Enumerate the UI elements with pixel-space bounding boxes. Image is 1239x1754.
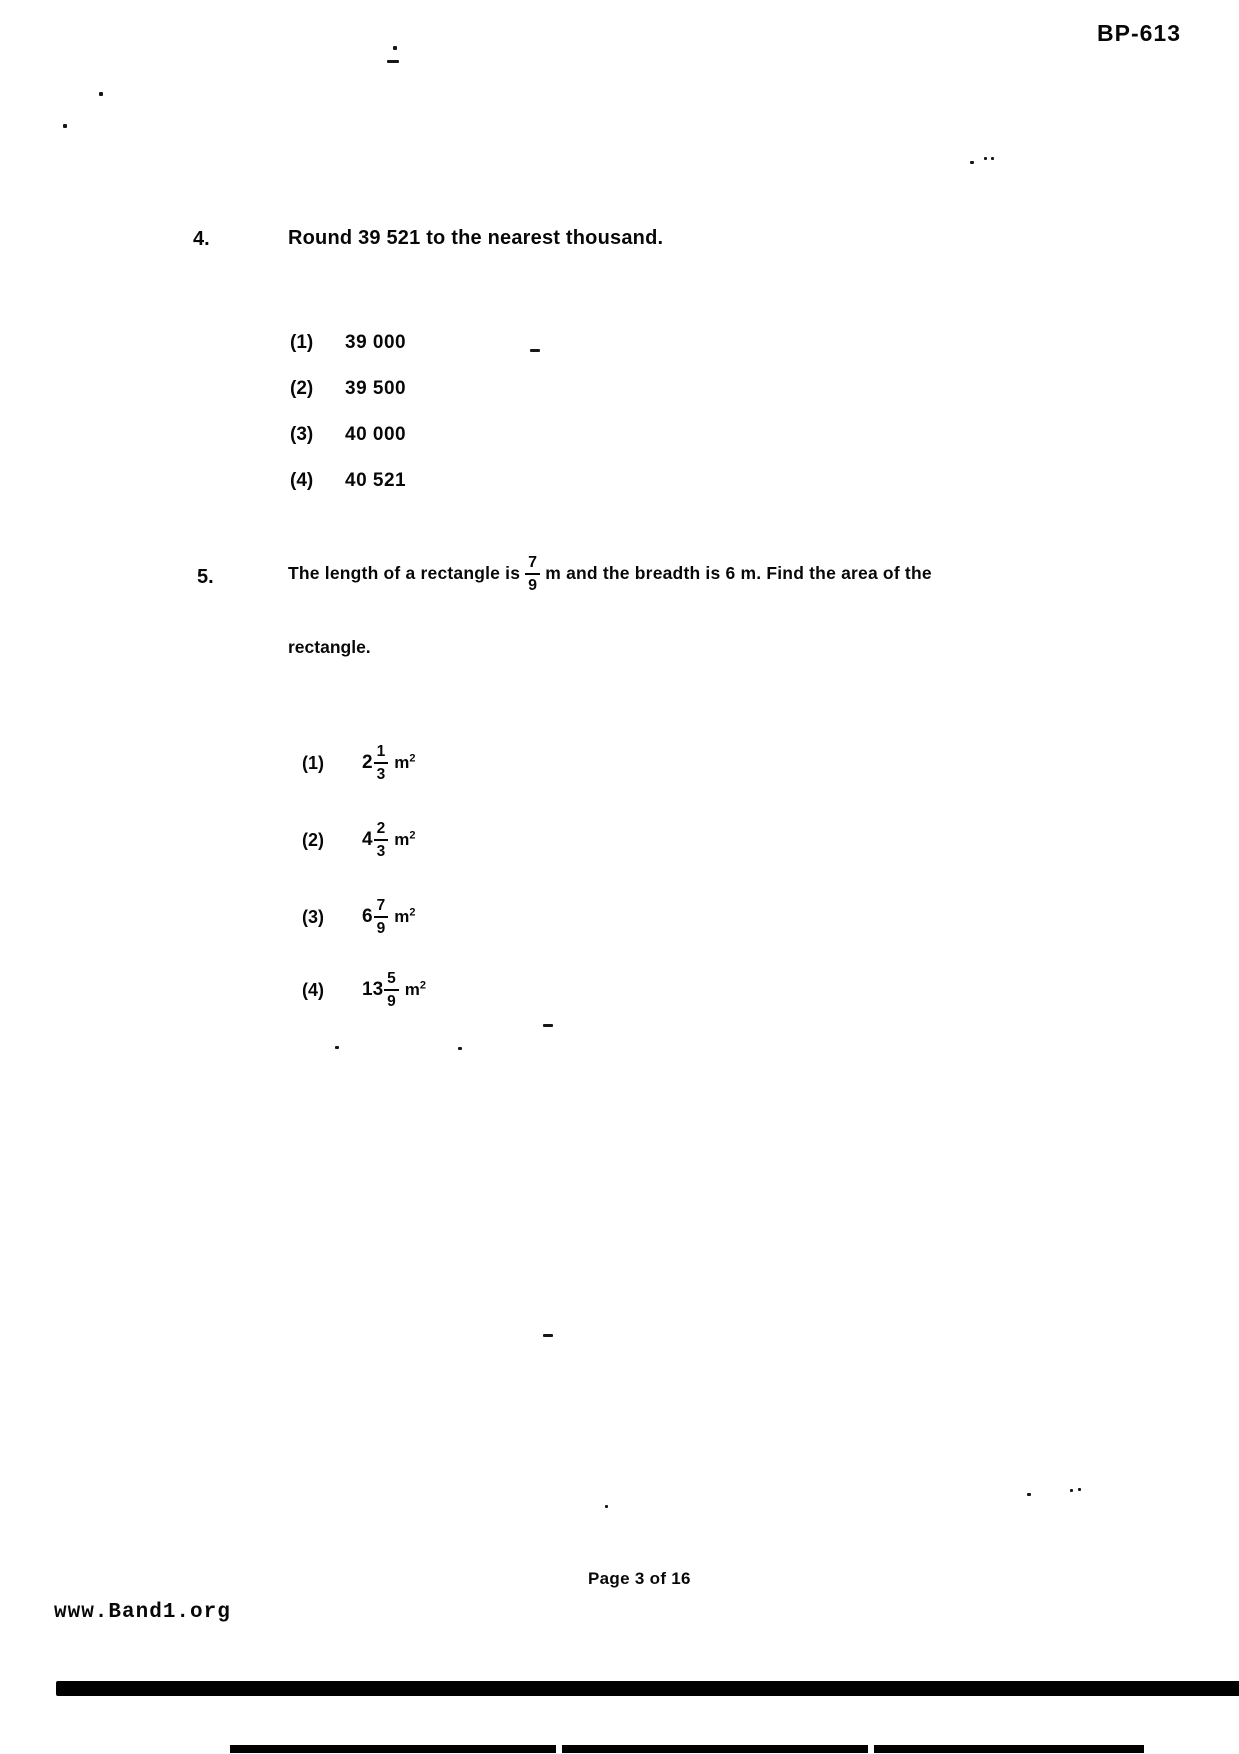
scan-speck <box>543 1334 553 1337</box>
option-label: (2) <box>302 829 324 850</box>
option-value <box>362 971 426 1009</box>
mixed-fraction <box>374 898 389 936</box>
question-4-option-2 <box>290 376 406 402</box>
unit: $m^2$ <box>394 906 416 926</box>
unit: $m^2$ <box>394 752 416 772</box>
unit: $m^2$ <box>394 829 416 849</box>
option-label: (1) <box>302 752 324 773</box>
question-5-text-after: m and the breadth is 6 m. Find the area of the <box>545 563 932 584</box>
question-4-text: Round 39 521 to the nearest thousand. <box>288 227 664 249</box>
fraction-numerator: 1 <box>376 743 386 760</box>
option-label: (3) <box>290 424 314 445</box>
question-5-option-3 <box>302 889 415 945</box>
mixed-whole: 2 <box>362 752 373 773</box>
scan-speck <box>605 1505 608 1508</box>
question-4-option-4 <box>290 468 406 494</box>
length-fraction <box>525 555 540 594</box>
mixed-whole: 4 <box>362 829 373 850</box>
scan-speck <box>1070 1489 1073 1492</box>
question-5-option-4 <box>302 962 426 1018</box>
question-4-option-1 <box>290 330 406 356</box>
option-label: (2) <box>290 378 314 399</box>
bottom-edge-bar <box>230 1745 556 1753</box>
option-value <box>362 898 415 936</box>
fraction-numerator: 2 <box>376 820 386 837</box>
fraction-denominator: 9 <box>384 989 399 1010</box>
fraction-denominator: 9 <box>374 916 389 937</box>
question-5-option-2 <box>302 812 415 868</box>
fraction-denominator: 3 <box>374 839 389 860</box>
scan-speck <box>335 1046 339 1049</box>
question-5-option-1 <box>302 735 415 791</box>
fraction-numerator: 5 <box>387 970 396 987</box>
scan-speck <box>1027 1493 1031 1496</box>
mixed-whole: 13 <box>362 979 384 1000</box>
scan-speck <box>530 349 540 352</box>
option-value: 39 500 <box>345 378 407 399</box>
bottom-edge-bar <box>874 1745 1144 1753</box>
fraction-numerator: 7 <box>376 897 386 914</box>
question-4-option-3 <box>290 422 406 448</box>
mixed-fraction <box>374 821 389 859</box>
site-watermark: www.Band1.org <box>54 1601 231 1624</box>
option-label: (1) <box>290 332 314 353</box>
scan-speck <box>63 124 67 128</box>
scan-speck <box>543 1024 553 1027</box>
question-5-text-before: The length of a rectangle is <box>288 563 521 584</box>
footer-black-bar <box>56 1681 1239 1696</box>
option-label: (4) <box>290 470 314 491</box>
option-value <box>362 821 415 859</box>
scan-speck <box>387 60 399 63</box>
option-value: 39 000 <box>345 332 407 353</box>
question-5-text-line2: rectangle. <box>288 637 371 657</box>
option-value: 40 521 <box>345 470 407 491</box>
unit: $m^2$ <box>404 979 427 999</box>
page-footer: Page 3 of 16 <box>588 1569 691 1588</box>
scan-speck <box>970 161 974 164</box>
option-value <box>362 744 415 782</box>
mixed-fraction <box>384 971 399 1009</box>
scan-speck <box>99 92 103 96</box>
option-value: 40 000 <box>345 424 407 445</box>
doc-code: BP-613 <box>1097 20 1181 46</box>
option-label: (3) <box>302 906 324 927</box>
option-label: (4) <box>302 979 324 1000</box>
question-5-number: 5. <box>197 566 214 588</box>
scan-speck <box>458 1047 462 1050</box>
bottom-edge-bar <box>562 1745 868 1753</box>
scan-speck <box>991 157 994 160</box>
scan-speck <box>984 157 987 160</box>
mixed-whole: 6 <box>362 906 373 927</box>
question-5-text-line1 <box>288 546 932 602</box>
mixed-fraction <box>374 744 389 782</box>
fraction-denominator: 3 <box>374 762 389 783</box>
scan-speck <box>393 46 397 50</box>
fraction-denominator: 9 <box>525 573 540 594</box>
fraction-numerator: 7 <box>528 553 538 571</box>
question-4-number: 4. <box>193 228 210 250</box>
scan-speck <box>1078 1488 1081 1491</box>
